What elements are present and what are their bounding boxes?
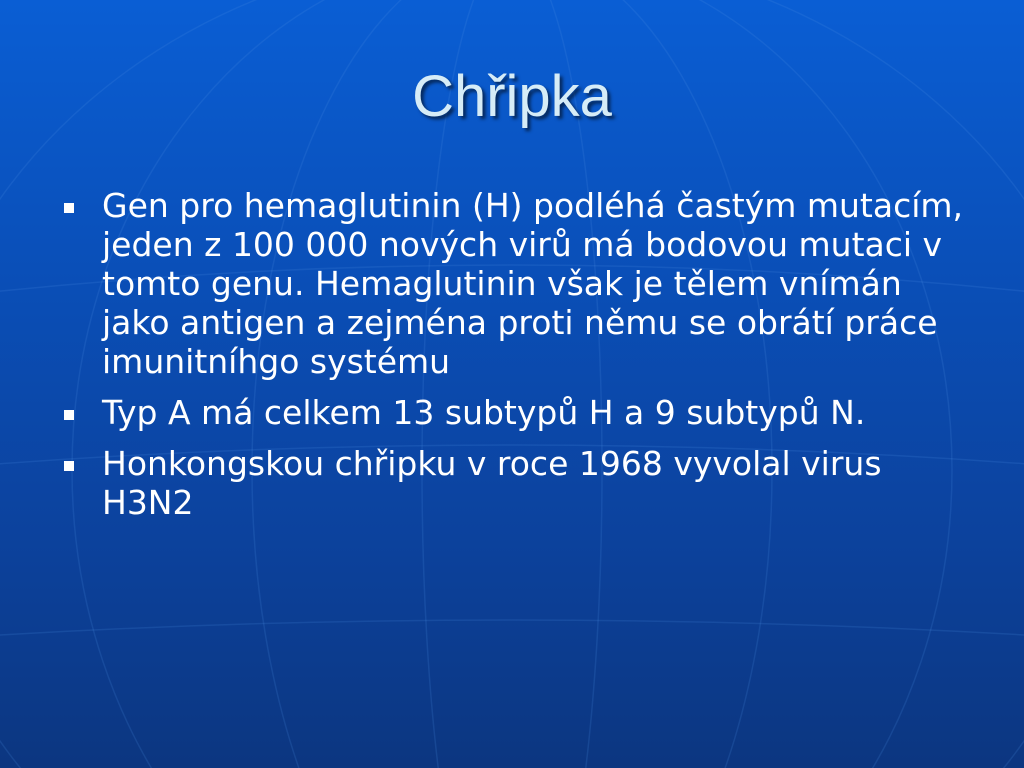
bullet-list xyxy=(60,186,970,534)
bullet-item xyxy=(60,393,970,432)
bullet-text: Gen pro hemaglutinin (H) podléhá častým mutacím, jeden z 100 000 nových virů má bodovou mutaci v tomto genu. Hemaglutinin však je tělem vnímán jako antigen a zejména proti němu se obrátí práce imunitníhgo systému xyxy=(102,186,964,381)
square-bullet-icon xyxy=(64,203,74,213)
slide-title: Chřipka xyxy=(412,64,612,129)
bullet-text: Honkongskou chřipku v roce 1968 vyvolal virus H3N2 xyxy=(102,444,882,522)
square-bullet-icon xyxy=(64,410,74,420)
bullet-item xyxy=(60,186,970,381)
bullet-text: Typ A má celkem 13 subtypů H a 9 subtypů N. xyxy=(102,393,866,432)
bullet-item xyxy=(60,444,970,522)
square-bullet-icon xyxy=(64,461,74,471)
